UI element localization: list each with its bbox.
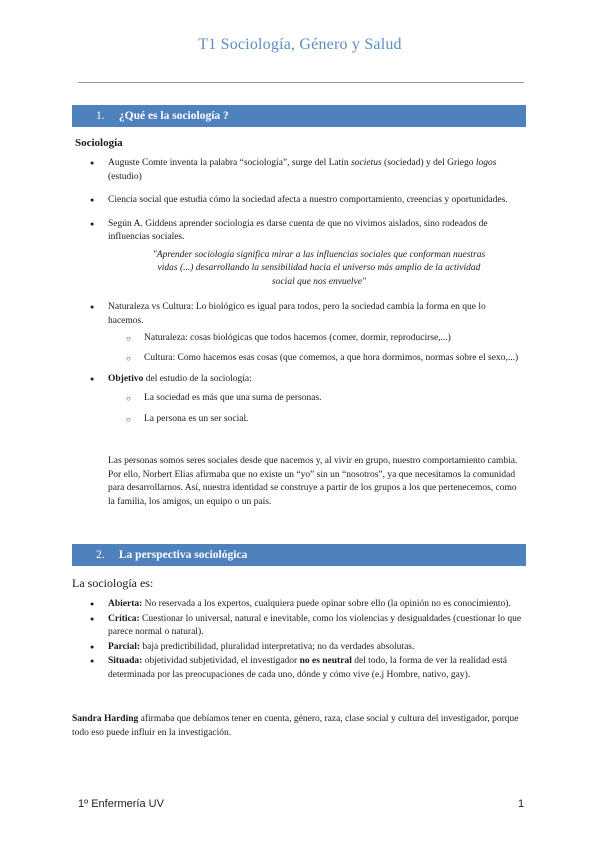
section-2-heading: [72, 544, 526, 566]
list-item-critica: ● Crítica: Cuestionar lo universal, natural e inevitable, como los violencias y desigualdades (cuestionar lo que parece normal o natural).: [90, 613, 524, 640]
section-1-heading: [72, 105, 526, 127]
section-2-number: 2.: [96, 549, 105, 561]
list-item-giddens: ● Según A. Giddens aprender sociología es darse cuenta de que no vivimos aislados, sino rodeados de influencias sociales. "Aprender sociología significa mirar a las influencias sociales que conforman nuestras vidas (...) desarrollando la sensibilidad hacia el universo más amplio de la actividad social que nos envuelve": [90, 218, 520, 290]
footer-page-number: 1: [518, 798, 525, 810]
list-item-naturaleza-cultura: ● Naturaleza vs Cultura: Lo biológico es igual para todos, pero la sociedad cambia la forma en que lo hacemos. ○ Naturaleza: cosas biológicas que todos hacemos (comer, dormir, reproducirse,...) ○ Cultura: Como hacemos esas cosas (que comemos, a que hora dormimos, normas sobre el sexo,...): [90, 301, 520, 365]
title-divider: [78, 82, 524, 83]
list-item-ciencia-social: ● Ciencia social que estudia cómo la sociedad afecta a nuestro comportamiento, creencias y oportunidades.: [90, 194, 520, 208]
section-2-list-block: [90, 598, 524, 683]
section-1-list: [90, 157, 520, 427]
section-1-title: ¿Qué es la sociología ?: [118, 110, 229, 122]
section-2-intro: La sociología es:: [72, 576, 154, 590]
harding-paragraph: Sandra Harding afirmaba que debíamos tener en cuenta, género, raza, clase social y cultura del investigador, porque todo eso puede influir en la investigación.: [72, 714, 519, 738]
list-item-parcial: ● Parcial: baja predictibilidad, pluralidad interpretativa; no da verdades absolutas.: [90, 641, 524, 655]
list-item-abierta: ● Abierta: No reservada a los expertos, cualquiera puede opinar sobre ello (la opinión no es conocimiento).: [90, 598, 524, 612]
section-1-number: 1.: [96, 110, 105, 122]
section-1-paragraph-block: [108, 455, 518, 509]
harding-block: [72, 713, 524, 740]
sublist-item-cultura: ○ Cultura: Como hacemos esas cosas (que comemos, a que hora dormimos, normas sobre el sexo,...): [126, 352, 520, 366]
sublist-item-persona: ○ La persona es un ser social.: [126, 413, 520, 427]
giddens-quote: "Aprender sociología significa mirar a las influencias sociales que conforman nuestras vidas (...) desarrollando la sensibilidad hacia el universo más amplio de la actividad social que nos envuelve": [152, 249, 486, 287]
section-2-title: La perspectiva sociológica: [118, 549, 248, 561]
sublist-item-sociedad: ○ La sociedad es más que una suma de personas.: [126, 392, 520, 406]
objetivo-sublist: [108, 392, 520, 427]
identity-paragraph: Las personas somos seres sociales desde que nacemos y, al vivir en grupo, nuestro comportamiento cambia. Por ello, Norbert Elias afirmaba que no existe un “yo” sin un “nosotros”, ya que necesitamos la comunidad para desarrollarnos. Así, nuestra identidad se construye a partir de los grupos a los que pertenecemos, como la familia, los amigos, un equipo o un país.: [108, 456, 518, 507]
section-2-list: [90, 598, 524, 682]
naturaleza-sublist: [108, 332, 520, 365]
list-item-comte: ● Auguste Comte inventa la palabra “sociología”, surge del Latín societus (sociedad) y del Griego logos (estudio): [90, 157, 520, 184]
document-title: T1 Sociología, Género y Salud: [198, 36, 402, 53]
sublist-item-naturaleza: ○ Naturaleza: cosas biológicas que todos hacemos (comer, dormir, reproducirse,...): [126, 332, 520, 346]
list-item-objetivo: ● Objetivo del estudio de la sociología: ○ La sociedad es más que una suma de personas. ○ La persona es un ser social.: [90, 373, 520, 427]
footer-course-label: 1º Enfermería UV: [78, 798, 164, 810]
section-1-list-block: [90, 157, 520, 433]
list-item-situada: ● Situada: objetividad subjetividad, el investigador no es neutral del todo, la forma de ver la realidad está determinada por las preocupaciones de cada uno, dónde y cómo vive (e.j Hombre, nativo, gay).: [90, 655, 524, 682]
sociologia-subheading: Sociología: [75, 137, 123, 149]
